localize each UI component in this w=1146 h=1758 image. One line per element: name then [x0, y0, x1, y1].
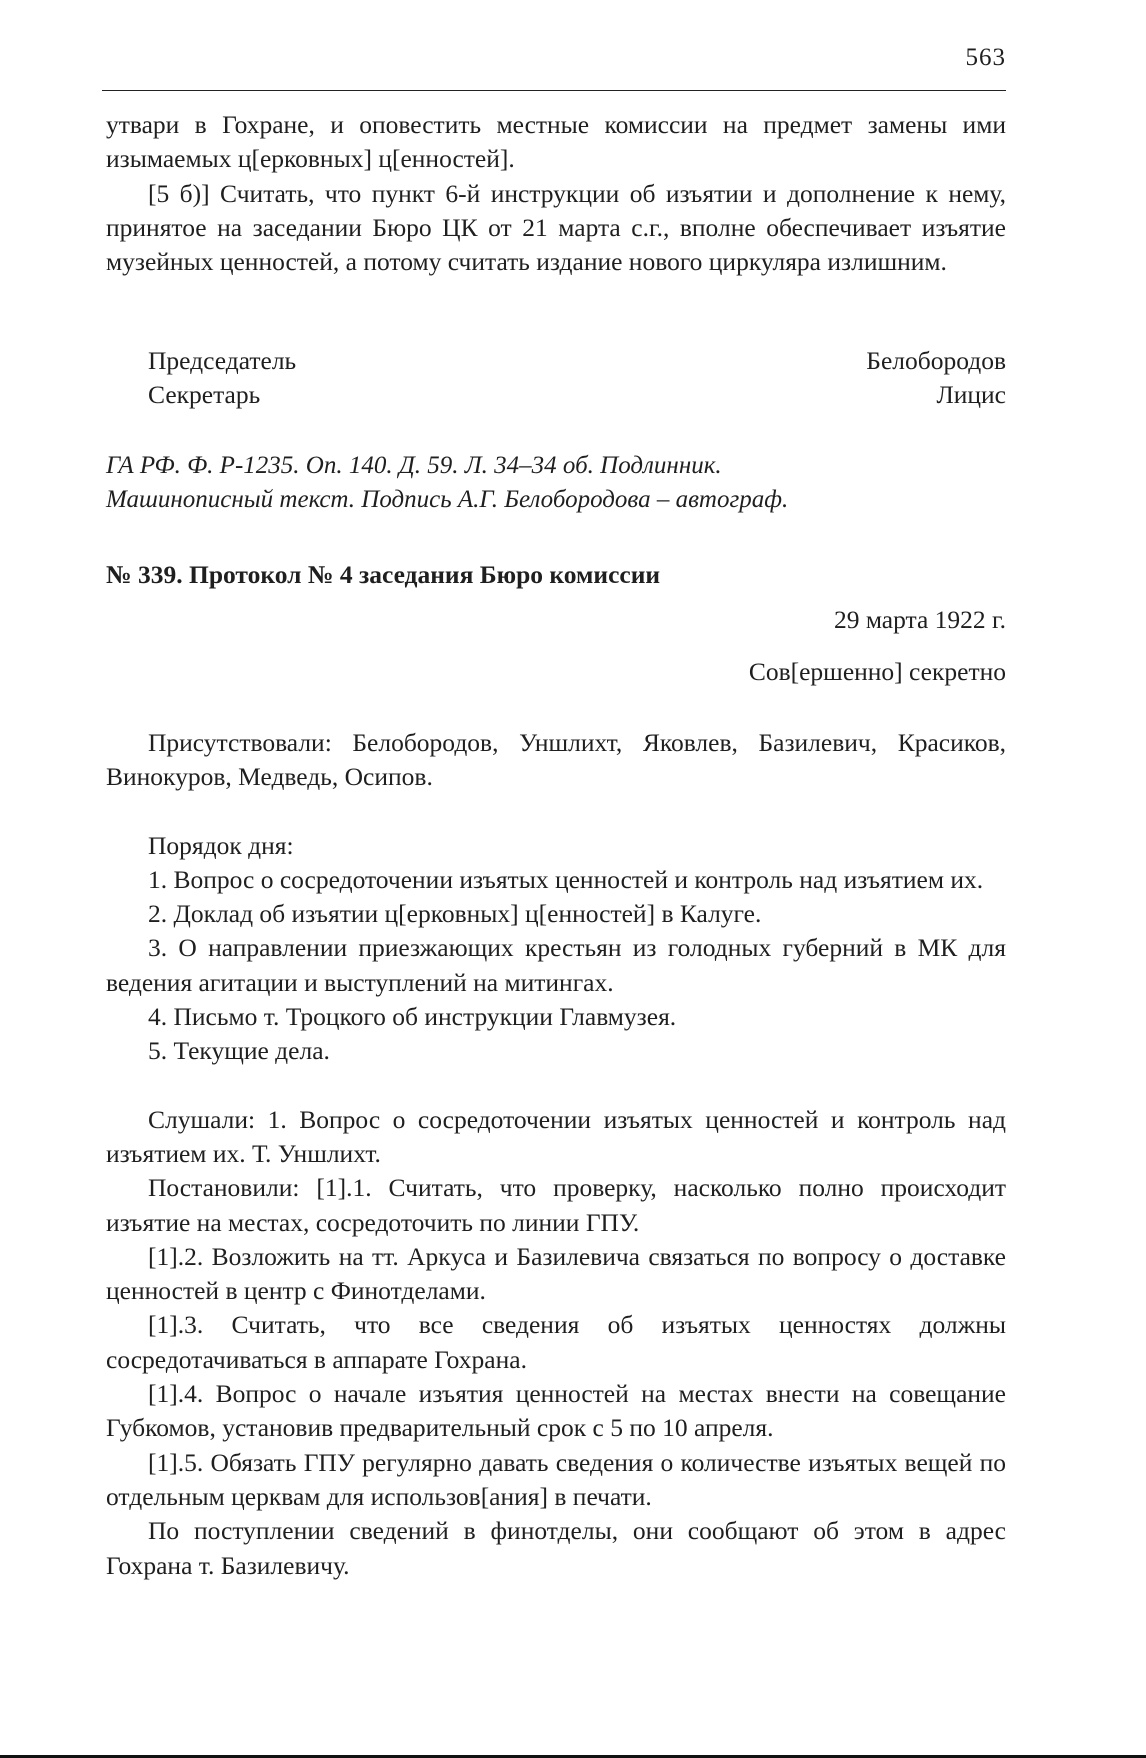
attendees: Присутствовали: Белобородов, Уншлихт, Яковлев, Базилевич, Красиков, Винокуров, Медведь, Осипов. [106, 728, 1006, 792]
minutes-item: [1].5. Обязать ГПУ регулярно давать сведения о количестве изъятых вещей по отдельным церквам для использов[ания] в печати. [106, 1447, 1006, 1511]
agenda-item: 5. Текущие дела. [148, 1036, 330, 1066]
intro-text [106, 108, 1006, 279]
agenda-item: 2. Доклад об изъятии ц[ерковных] ц[енностей] в Калуге. [148, 899, 762, 929]
minutes-item: По поступлении сведений в финотделы, они сообщают об этом в адрес Гохрана т. Базилевичу. [106, 1516, 1006, 1580]
page-number: 563 [965, 44, 1006, 71]
paragraph: [5 б)] Считать, что пункт 6-й инструкции об изъятии и дополнение к нему, принятое на заседании Бюро ЦК от 21 марта с.г., вполне обеспечивает изъятие музейных ценностей, а потому считать издание нового циркуляра излишним. [106, 178, 1006, 277]
agenda-item: 4. Письмо т. Троцкого об инструкции Главмузея. [148, 1002, 677, 1032]
minutes-item: [1].4. Вопрос о начале изъятия ценностей на местах внести на совещание Губкомов, установив предварительный срок с 5 по 10 апреля. [106, 1379, 1006, 1443]
document-body [106, 726, 1006, 1583]
minutes-item: Слушали: 1. Вопрос о сосредоточении изъятых ценностей и контроль над изъятием их. Т. Уншлихт. [106, 1104, 1006, 1168]
signature-secretary [148, 380, 1006, 410]
signature-role: Председатель [148, 346, 297, 375]
header-rule [102, 90, 1006, 91]
signature-role: Секретарь [148, 380, 261, 409]
signature-name: Лицис [936, 380, 1006, 409]
minutes-item: Постановили: [1].1. Считать, что проверку, насколько полно происходит изъятие на местах, сосредоточить по линии ГПУ. [106, 1173, 1006, 1237]
source-line: Машинописный текст. Подпись А.Г. Белобородова – автограф. [106, 486, 789, 513]
source-line: ГА РФ. Ф. Р-1235. Оп. 140. Д. 59. Л. 34–34 об. Подлинник. [106, 452, 722, 479]
minutes-item: [1].3. Считать, что все сведения об изъятых ценностях должны сосредотачиваться в аппарате Гохрана. [106, 1310, 1006, 1374]
archival-source [106, 449, 1006, 517]
agenda-item: 3. О направлении приезжающих крестьян из голодных губерний в МК для ведения агитации и выступлений на митингах. [106, 933, 1006, 997]
signature-name: Белобородов [866, 346, 1006, 375]
agenda-title: Порядок дня: [148, 830, 294, 860]
agenda-item: 1. Вопрос о сосредоточении изъятых ценностей и контроль над изъятием их. [148, 864, 984, 894]
paragraph: утвари в Гохране, и оповестить местные комиссии на предмет замены ими изымаемых ц[ерковных] ц[енностей]. [106, 110, 1006, 174]
document-date: 29 марта 1922 г. [833, 605, 1006, 634]
signature-chairman [148, 346, 1006, 376]
minutes-item: [1].2. Возложить на тт. Аркуса и Базилевича связаться по вопросу о доставке ценностей в центр с Финотделами. [106, 1241, 1006, 1306]
document-title: № 339. Протокол № 4 заседания Бюро комиссии [106, 560, 661, 589]
classification-label: Сов[ершенно] секретно [748, 657, 1006, 686]
